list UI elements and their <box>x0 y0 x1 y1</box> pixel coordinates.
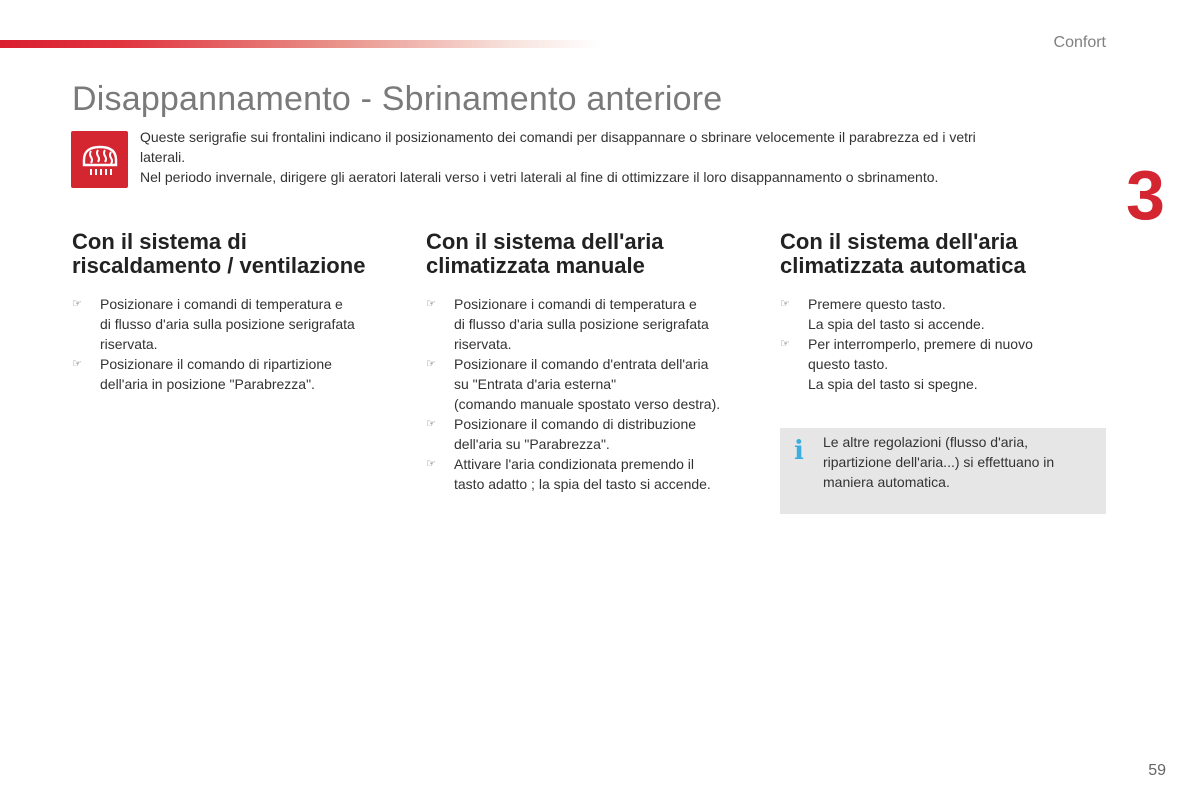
column-heading: Con il sistema di riscaldamento / ventilazione <box>72 229 366 278</box>
pointing-hand-icon: ☞ <box>780 297 790 310</box>
info-text: Le altre regolazioni (flusso d'aria, ripartizione dell'aria...) si effettuano in maniera automatica. <box>823 434 1055 490</box>
step-list <box>72 294 412 394</box>
page-title: Disappannamento - Sbrinamento anteriore <box>72 80 723 118</box>
intro-line: Nel periodo invernale, dirigere gli aeratori laterali verso i vetri laterali al fine di ottimizzare il loro disappannamento o sbrinamento. <box>140 169 939 185</box>
pointing-hand-icon: ☞ <box>426 297 436 310</box>
intro-line: laterali. <box>140 149 186 165</box>
column-heading: Con il sistema dell'aria climatizzata manuale <box>426 229 664 278</box>
intro-line: Queste serigrafie sui frontalini indicano il posizionamento dei comandi per disappannare o sbrinare velocemente il parabrezza ed i vetri <box>140 129 976 145</box>
top-accent-bar <box>0 40 600 48</box>
pointing-hand-icon: ☞ <box>426 457 436 470</box>
column-heading: Con il sistema dell'aria climatizzata automatica <box>780 229 1026 278</box>
pointing-hand-icon: ☞ <box>426 357 436 370</box>
step-list <box>426 294 766 494</box>
pointing-hand-icon: ☞ <box>780 337 790 350</box>
list-item: ☞ Posizionare il comando di distribuzione dell'aria su "Parabrezza". <box>426 416 697 452</box>
list-item: ☞ Premere questo tasto. La spia del tasto si accende. <box>780 296 985 332</box>
page-number: 59 <box>1148 762 1166 779</box>
list-item: ☞ Posizionare i comandi di temperatura e di flusso d'aria sulla posizione serigrafata riservata. <box>72 296 355 352</box>
list-item: ☞ Posizionare il comando d'entrata dell'aria su "Entrata d'aria esterna" (comando manuale spostato verso destra). <box>426 356 721 412</box>
column-automatic-ac <box>780 230 1120 394</box>
list-item: ☞ Posizionare i comandi di temperatura e di flusso d'aria sulla posizione serigrafata riservata. <box>426 296 709 352</box>
list-item: ☞ Posizionare il comando di ripartizione dell'aria in posizione "Parabrezza". <box>72 356 332 392</box>
list-item: ☞ Attivare l'aria condizionata premendo il tasto adatto ; la spia del tasto si accende. <box>426 456 711 492</box>
section-label: Confort <box>1053 34 1106 51</box>
list-item: ☞ Per interromperlo, premere di nuovo questo tasto. La spia del tasto si spegne. <box>780 336 1033 392</box>
info-box <box>780 428 1106 514</box>
intro-text <box>140 127 1080 187</box>
pointing-hand-icon: ☞ <box>72 357 82 370</box>
column-heating-ventilation <box>72 230 412 394</box>
rear-defrost-icon <box>71 131 128 188</box>
pointing-hand-icon: ☞ <box>426 417 436 430</box>
info-icon: i <box>794 436 804 466</box>
step-list <box>780 294 1120 394</box>
pointing-hand-icon: ☞ <box>72 297 82 310</box>
column-manual-ac <box>426 230 766 494</box>
chapter-number: 3 <box>1126 156 1165 234</box>
